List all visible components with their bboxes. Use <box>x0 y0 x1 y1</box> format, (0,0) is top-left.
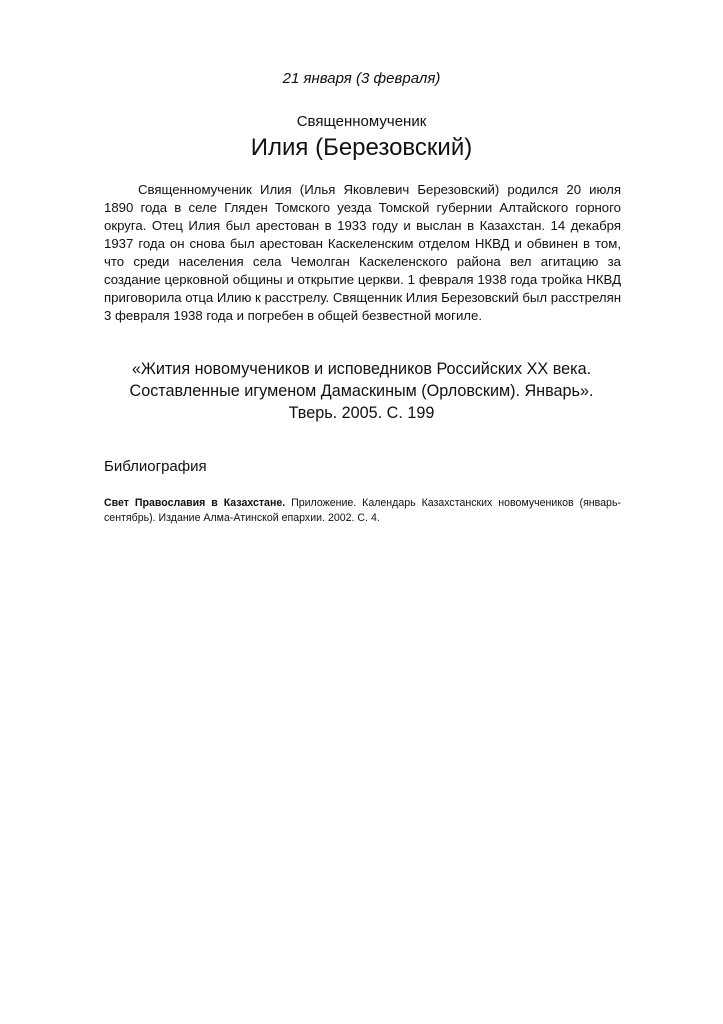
feast-date: 21 января (3 февраля) <box>282 70 441 87</box>
bibliography-entry <box>104 496 621 526</box>
saint-rank: Священномученик <box>296 113 427 130</box>
bibliography-heading: Библиография <box>104 458 207 475</box>
page-title: Илия (Березовский) <box>250 134 473 161</box>
biography-paragraph: Священномученик Илия (Илья Яковлевич Березовский) родился 20 июля 1890 года в селе Гляден Томского уезда Томской губернии Алтайского горного округа. Отец Илия был арестован в 1933 году и выслан в Казахстан. 14 декабря 1937 года он снова был арестован Каскеленским отделом НКВД и обвинен в том, что среди населения села Чемолган Каскеленского района вел агитацию за создание церковной общины и открытие церкви. 1 февраля 1938 года тройка НКВД приговорила отца Илию к расстрелу. Священник Илия Березовский был расстрелян 3 февраля 1938 года и погребен в общей безвестной могиле. <box>104 182 621 323</box>
bibliography-entry-title: Свет Православия в Казахстане. <box>104 497 286 509</box>
source-line-2: Составленные игуменом Дамаскиным (Орловским). Январь». <box>129 382 594 400</box>
source-line-3: Тверь. 2005. С. 199 <box>288 404 435 422</box>
bibliography-entry-details: Приложение. Календарь Казахстанских новомучеников (январь-сентябрь). Издание Алма-Атинской епархии. 2002. С. 4. <box>104 497 621 524</box>
source-citation <box>0 358 723 424</box>
source-line-1: «Жития новомучеников и исповедников Российских XX века. <box>131 360 592 378</box>
